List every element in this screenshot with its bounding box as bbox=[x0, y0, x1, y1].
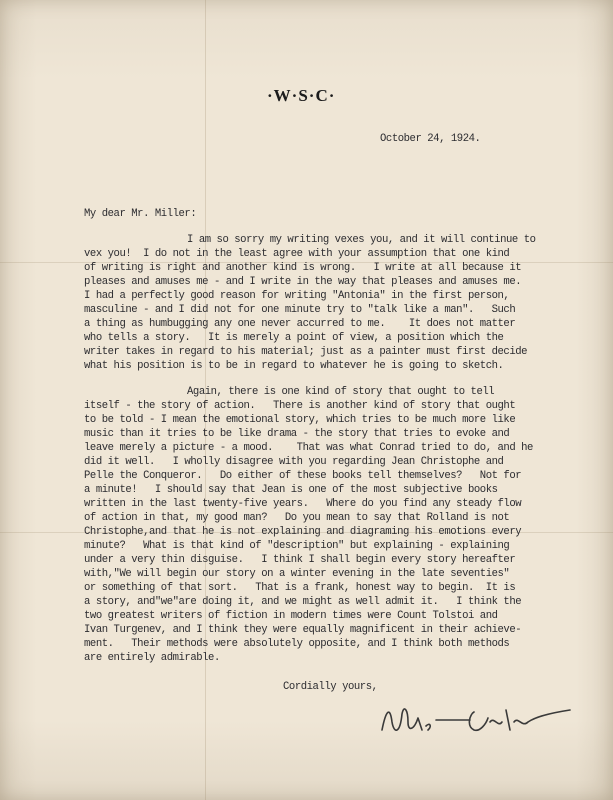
paragraph-line: or something of that sort. That is a frank, honest way to begin. It is bbox=[84, 582, 516, 594]
handwritten-signature bbox=[374, 700, 574, 740]
paragraph-line: a thing as humbugging any one never accurred to me. It does not matter bbox=[84, 318, 516, 330]
paragraph-line: of action in that, my good man? Do you mean to say that Rolland is not bbox=[84, 512, 510, 524]
paragraph-line: vex you! I do not in the least agree with your assumption that one kind bbox=[84, 248, 510, 260]
paragraph-line: what his position is to be in regard to whatever he is going to sketch. bbox=[84, 360, 504, 372]
paragraph-line: to be told - I mean the emotional story, which tries to be much more like bbox=[84, 414, 516, 426]
paragraph-line: of writing is right and another kind is wrong. I write at all because it bbox=[84, 262, 522, 274]
paragraph-line: a story, and"we"are doing it, and we might as well admit it. I think the bbox=[84, 596, 522, 608]
paragraph-line: itself - the story of action. There is another kind of story that ought bbox=[84, 400, 516, 412]
paragraph-line: writer takes in regard to his material; just as a painter must first decide bbox=[84, 346, 528, 358]
paragraph-line: Pelle the Conqueror. Do either of these books tell themselves? Not for bbox=[84, 470, 522, 482]
paragraph-line: did it well. I wholly disagree with you regarding Jean Christophe and bbox=[84, 456, 504, 468]
paragraph-line: pleases and amuses me - and I write in the way that pleases and amuses me. bbox=[84, 276, 522, 288]
paragraph-line: with,"We will begin our story on a winter evening in the late seventies" bbox=[84, 568, 510, 580]
paragraph-line: a minute! I should say that Jean is one of the most subjective books bbox=[84, 484, 498, 496]
paragraph-line: ment. Their methods were absolutely opposite, and I think both methods bbox=[84, 638, 510, 650]
letterhead-monogram: ·W·S·C· bbox=[267, 86, 336, 105]
paragraph-line: I am so sorry my writing vexes you, and it will continue to bbox=[187, 234, 536, 246]
paragraph-line: masculine - and I did not for one minute try to "talk like a man". Such bbox=[84, 304, 516, 316]
paragraph-line: Again, there is one kind of story that ought to tell bbox=[187, 386, 495, 398]
paragraph-line: leave merely a picture - a mood. That was what Conrad tried to do, and he bbox=[84, 442, 533, 454]
paragraph-line: I had a perfectly good reason for writing "Antonia" in the first person, bbox=[84, 290, 510, 302]
paragraph-line: are entirely admirable. bbox=[84, 652, 220, 664]
paragraph-line: under a very thin disguise. I think I shall begin every story hereafter bbox=[84, 554, 516, 566]
paragraph-line: music than it tries to be like drama - the story that tries to evoke and bbox=[84, 428, 510, 440]
paragraph-line: minute? What is that kind of "description" but explaining - explaining bbox=[84, 540, 510, 552]
salutation: My dear Mr. Miller: bbox=[84, 208, 197, 220]
paragraph-line: two greatest writers of fiction in modern times were Count Tolstoi and bbox=[84, 610, 498, 622]
paragraph-line: written in the last twenty-five years. Where do you find any steady flow bbox=[84, 498, 522, 510]
paragraph-line: who tells a story. It is merely a point of view, a position which the bbox=[84, 332, 504, 344]
closing: Cordially yours, bbox=[283, 681, 378, 693]
paragraph-line: Ivan Turgenev, and I think they were equally magnificent in their achieve- bbox=[84, 624, 522, 636]
letter-date: October 24, 1924. bbox=[380, 133, 481, 145]
paragraph-line: Christophe,and that he is not explaining and diagraming his emotions every bbox=[84, 526, 522, 538]
